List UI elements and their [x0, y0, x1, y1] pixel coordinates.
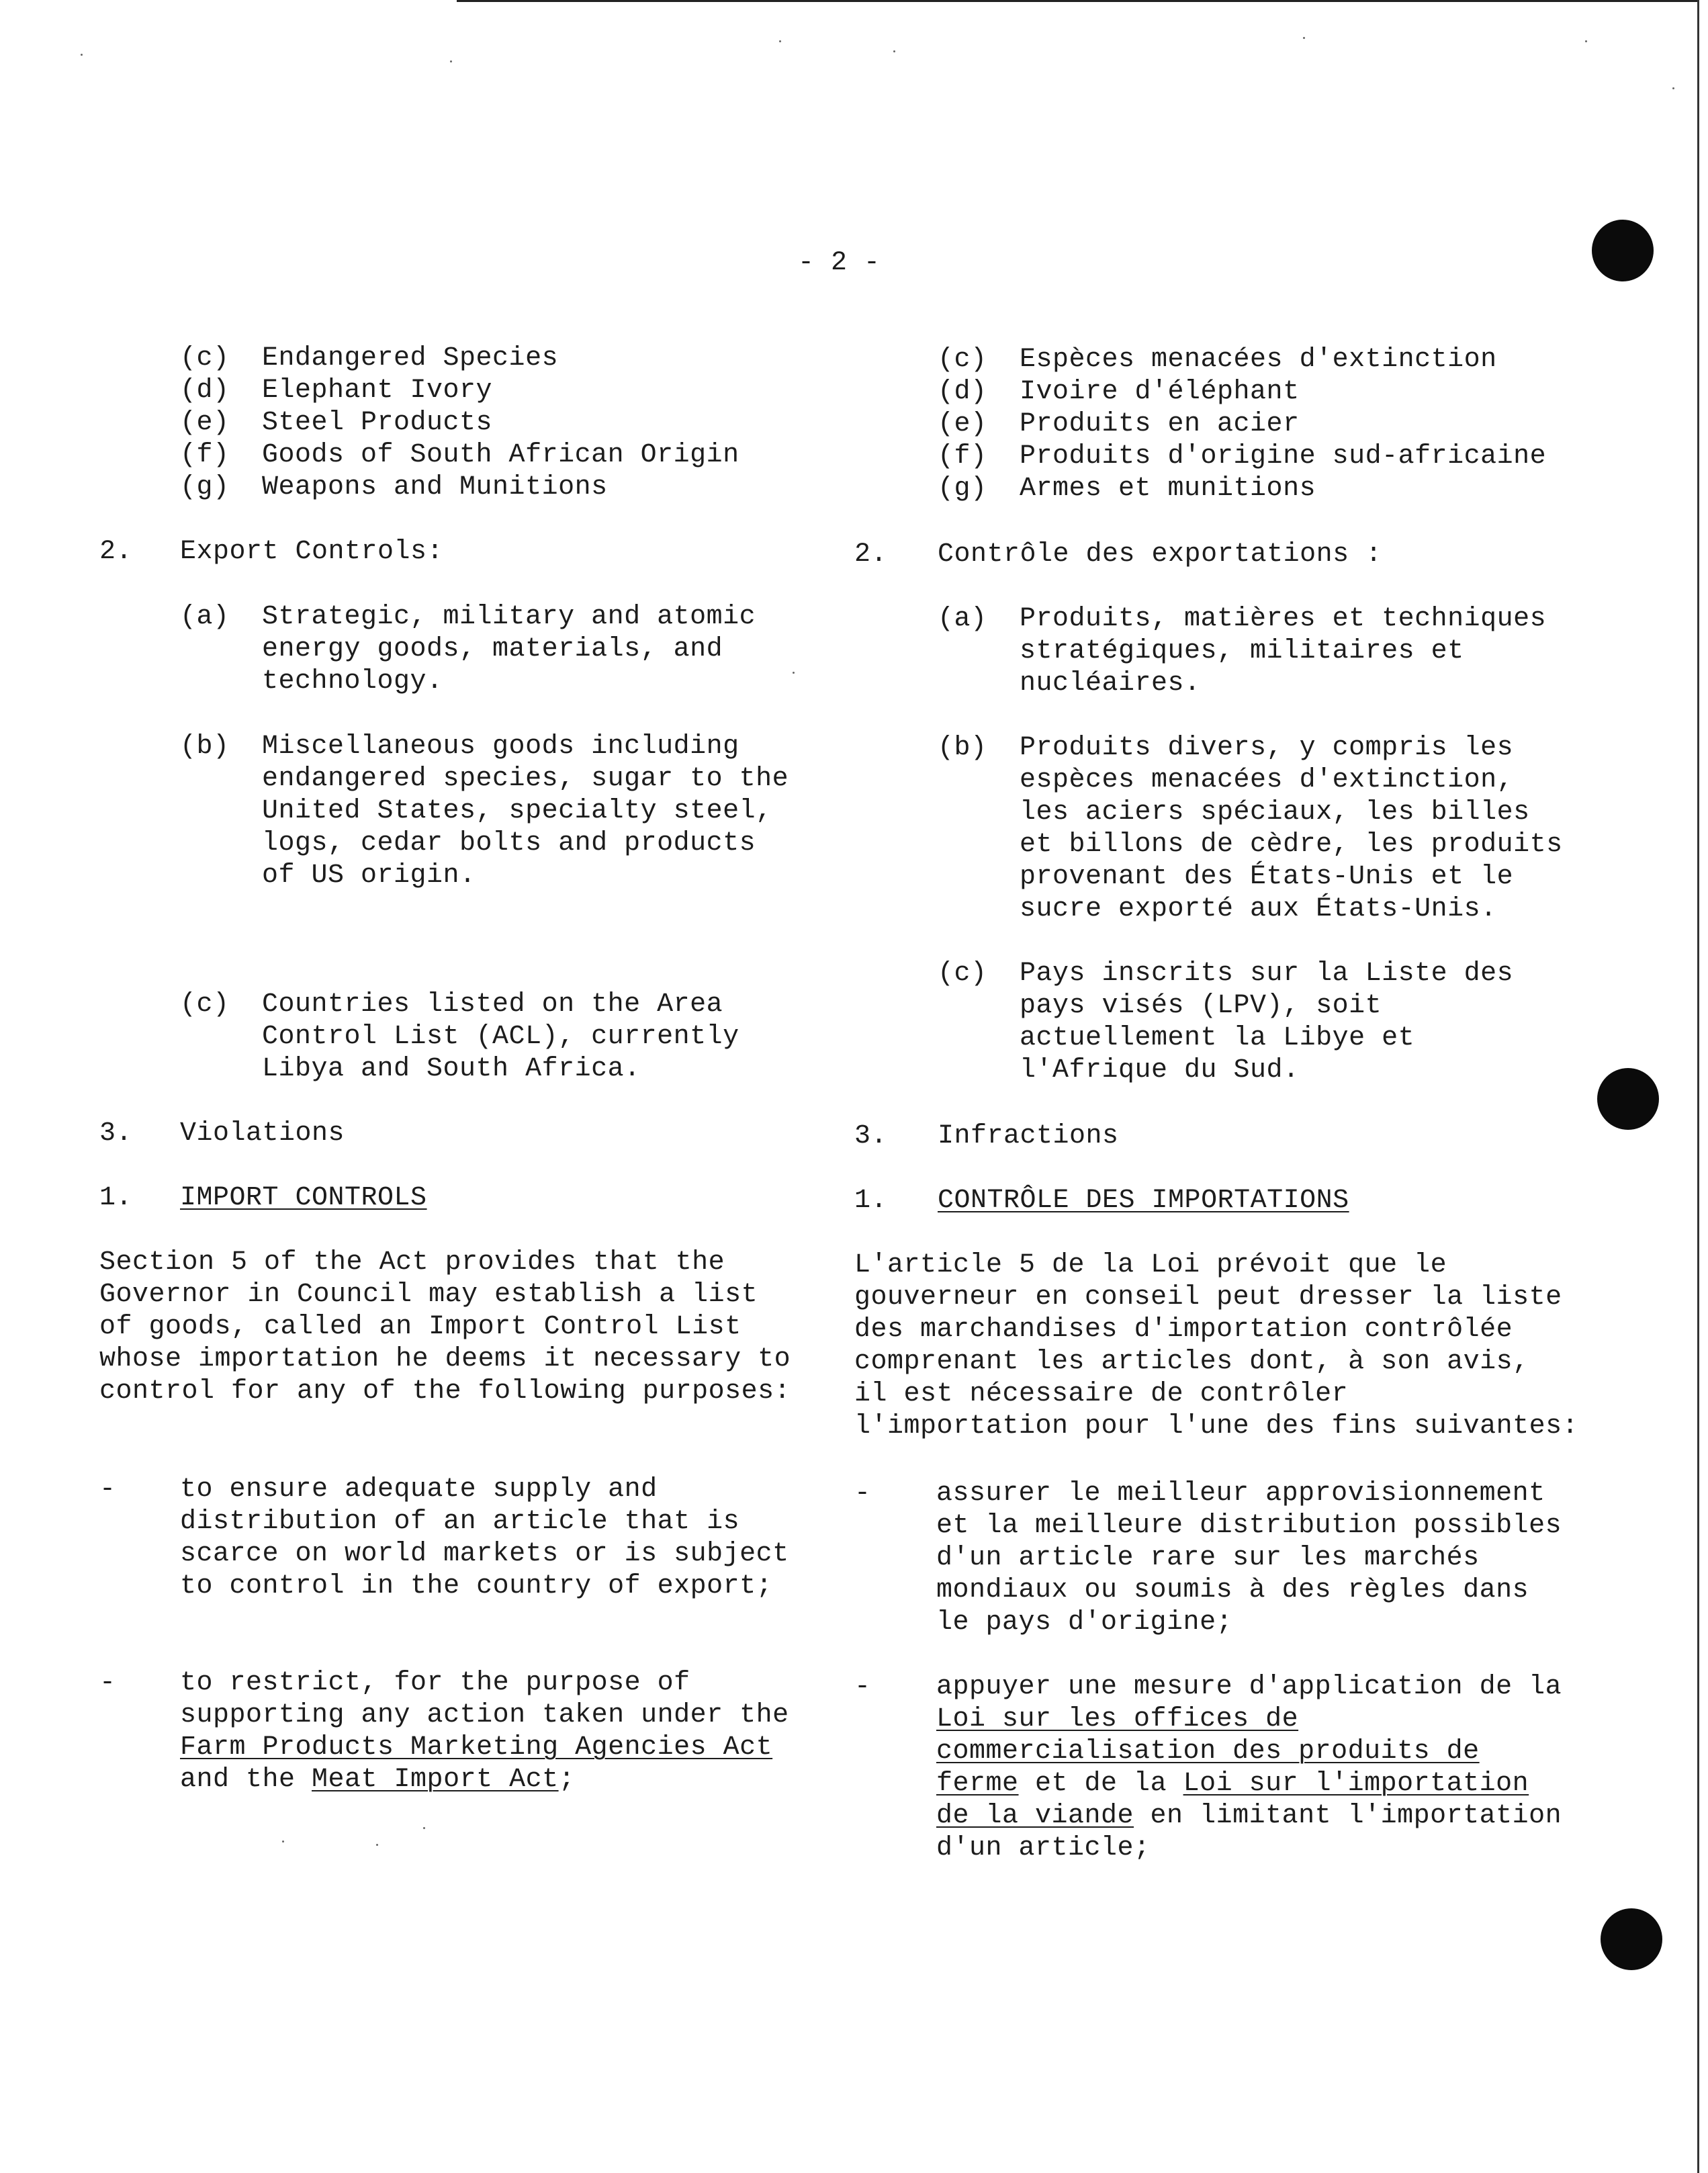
- bullet-text: le pays d'origine;: [936, 1607, 1233, 1638]
- page-number: - 2 -: [798, 248, 881, 278]
- list-label: (g): [938, 474, 987, 504]
- scan-speck: [1303, 37, 1305, 39]
- list-text: Countries listed on the Area: [262, 989, 723, 1020]
- list-text: Elephant Ivory: [262, 375, 493, 406]
- bullet-text: to ensure adequate supply and: [180, 1474, 658, 1505]
- bullet-text: to control in the country of export;: [180, 1571, 773, 1601]
- list-label: (g): [180, 472, 230, 502]
- list-text: Pays inscrits sur la Liste des: [1020, 959, 1514, 989]
- scan-speck: [376, 1844, 378, 1846]
- scan-speck: [793, 672, 795, 674]
- scan-speck: [779, 40, 781, 42]
- list-text: Ivoire d'éléphant: [1020, 377, 1300, 407]
- scan-speck: [1585, 40, 1587, 42]
- bullet-text: en limitant l'importation: [1134, 1801, 1562, 1831]
- list-label: (c): [180, 343, 230, 373]
- act-title: Meat Import Act: [312, 1765, 559, 1795]
- punch-hole: [1597, 1068, 1659, 1130]
- punch-hole: [1601, 1908, 1662, 1970]
- list-text: pays visés (LPV), soit: [1020, 991, 1382, 1021]
- list-text: logs, cedar bolts and products: [262, 828, 756, 858]
- bullet-text: ;: [558, 1765, 576, 1795]
- list-text: et billons de cèdre, les produits: [1020, 830, 1563, 860]
- section-heading: IMPORT CONTROLS: [180, 1183, 427, 1213]
- bullet-text: d'un article;: [936, 1833, 1151, 1863]
- list-text: Miscellaneous goods including: [262, 731, 739, 762]
- section-number: 3.: [99, 1118, 133, 1149]
- list-text: Goods of South African Origin: [262, 440, 739, 470]
- list-text: Produits d'origine sud-africaine: [1020, 441, 1547, 472]
- bullet-line: [936, 1800, 1562, 1832]
- right-border-line: [1697, 0, 1699, 2173]
- section-heading: CONTRÔLE DES IMPORTATIONS: [938, 1186, 1349, 1216]
- list-text: energy goods, materials, and: [262, 634, 723, 664]
- list-text: Steel Products: [262, 408, 493, 438]
- list-label: (b): [180, 731, 230, 762]
- list-text: United States, specialty steel,: [262, 796, 772, 826]
- bullet-text: and the: [180, 1765, 312, 1795]
- paragraph-line: of goods, called an Import Control List: [99, 1312, 741, 1342]
- list-label: (a): [180, 602, 230, 632]
- paragraph-line: L'article 5 de la Loi prévoit que le: [854, 1250, 1447, 1280]
- bullet-dash: -: [854, 1672, 871, 1702]
- scan-speck: [450, 60, 452, 62]
- paragraph-line: Governor in Council may establish a list: [99, 1280, 758, 1310]
- paragraph-line: comprenant les articles dont, à son avis,: [854, 1347, 1529, 1377]
- list-text: les aciers spéciaux, les billes: [1020, 797, 1530, 828]
- list-text: stratégiques, militaires et: [1020, 636, 1464, 666]
- list-text: sucre exporté aux États-Unis.: [1020, 894, 1497, 924]
- list-label: (d): [180, 375, 230, 406]
- list-text: Produits en acier: [1020, 409, 1300, 439]
- paragraph-line: l'importation pour l'une des fins suivantes:: [854, 1411, 1579, 1442]
- section-number: 3.: [854, 1121, 888, 1151]
- list-text: Weapons and Munitions: [262, 472, 608, 502]
- scan-speck: [81, 54, 83, 56]
- list-text: Libya and South Africa.: [262, 1054, 641, 1084]
- list-text: espèces menacées d'extinction,: [1020, 765, 1514, 795]
- act-title: Loi sur l'importation: [1183, 1769, 1529, 1799]
- paragraph-line: gouverneur en conseil peut dresser la liste: [854, 1282, 1562, 1313]
- punch-hole: [1592, 220, 1654, 281]
- paragraph-line: whose importation he deems it necessary to: [99, 1344, 791, 1374]
- list-text: Produits, matières et techniques: [1020, 604, 1547, 634]
- bullet-text: assurer le meilleur approvisionnement: [936, 1478, 1545, 1509]
- list-label: (f): [180, 440, 230, 470]
- section-number: 1.: [99, 1183, 133, 1213]
- bullet-text: et de la: [1018, 1769, 1183, 1799]
- list-text: Espèces menacées d'extinction: [1020, 345, 1497, 375]
- bullet-text: et la meilleure distribution possibles: [936, 1511, 1562, 1541]
- list-label: (e): [938, 409, 987, 439]
- scan-speck: [282, 1841, 284, 1843]
- list-label: (e): [180, 408, 230, 438]
- scan-speck: [1672, 87, 1674, 89]
- act-title: Loi sur les offices de: [936, 1704, 1299, 1734]
- bullet-line: [936, 1768, 1529, 1800]
- bullet-text: scarce on world markets or is subject: [180, 1539, 789, 1569]
- list-text: technology.: [262, 666, 443, 697]
- act-title: Farm Products Marketing Agencies Act: [180, 1732, 773, 1763]
- list-text: of US origin.: [262, 860, 476, 891]
- paragraph-line: control for any of the following purposes:: [99, 1376, 791, 1407]
- list-label: (d): [938, 377, 987, 407]
- section-number: 1.: [854, 1186, 888, 1216]
- act-title: de la viande: [936, 1801, 1134, 1831]
- paragraph-line: Section 5 of the Act provides that the: [99, 1247, 725, 1278]
- list-label: (f): [938, 441, 987, 472]
- list-text: endangered species, sugar to the: [262, 764, 789, 794]
- section-title: Contrôle des exportations :: [938, 539, 1382, 570]
- act-title: ferme: [936, 1769, 1019, 1799]
- list-text: Strategic, military and atomic: [262, 602, 756, 632]
- bullet-dash: -: [99, 1474, 116, 1505]
- paragraph-line: il est nécessaire de contrôler: [854, 1379, 1349, 1409]
- section-title: Violations: [180, 1118, 345, 1149]
- paragraph-line: des marchandises d'importation contrôlée: [854, 1315, 1513, 1345]
- act-title: commercialisation des produits de: [936, 1736, 1480, 1767]
- list-label: (c): [938, 959, 987, 989]
- section-title: Infractions: [938, 1121, 1119, 1151]
- list-label: (b): [938, 733, 987, 763]
- list-label: (c): [180, 989, 230, 1020]
- list-text: Armes et munitions: [1020, 474, 1316, 504]
- bullet-text: to restrict, for the purpose of: [180, 1668, 690, 1698]
- list-text: actuellement la Libye et: [1020, 1023, 1415, 1053]
- list-label: (a): [938, 604, 987, 634]
- scan-speck: [423, 1827, 425, 1829]
- list-text: Endangered Species: [262, 343, 559, 373]
- list-text: nucléaires.: [1020, 668, 1201, 699]
- bullet-dash: -: [854, 1478, 871, 1509]
- section-title: Export Controls:: [180, 537, 444, 567]
- scan-speck: [893, 50, 895, 52]
- list-text: provenant des États-Unis et le: [1020, 862, 1514, 892]
- bullet-dash: -: [99, 1668, 116, 1698]
- bullet-text: distribution of an article that is: [180, 1507, 740, 1537]
- list-text: l'Afrique du Sud.: [1020, 1055, 1300, 1085]
- section-number: 2.: [854, 539, 888, 570]
- bullet-line: [180, 1764, 575, 1796]
- list-text: Control List (ACL), currently: [262, 1022, 739, 1052]
- bullet-text: appuyer une mesure d'application de la: [936, 1672, 1562, 1702]
- section-number: 2.: [99, 537, 133, 567]
- bullet-text: supporting any action taken under the: [180, 1700, 789, 1730]
- list-text: Produits divers, y compris les: [1020, 733, 1514, 763]
- bullet-text: d'un article rare sur les marchés: [936, 1543, 1480, 1573]
- bullet-text: mondiaux ou soumis à des règles dans: [936, 1575, 1529, 1605]
- top-border-line: [457, 0, 1699, 2]
- list-label: (c): [938, 345, 987, 375]
